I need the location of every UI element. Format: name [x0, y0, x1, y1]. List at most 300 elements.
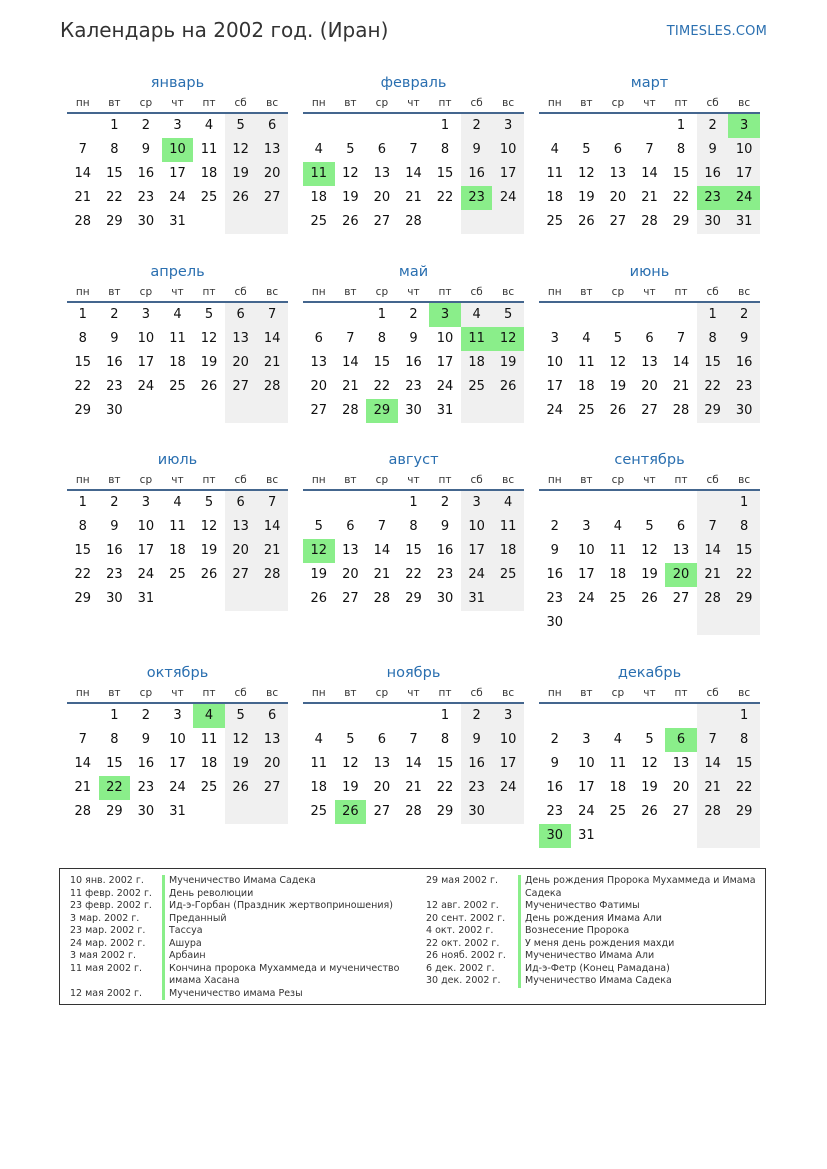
day-cell: 18	[310, 780, 328, 795]
weekday-label: пт	[438, 286, 452, 298]
day-cell: 22	[728, 563, 760, 587]
day-cell: 31	[728, 210, 760, 234]
weekday-label: вт	[344, 286, 357, 298]
empty-day-cell	[539, 114, 571, 138]
weekday-label: сб	[706, 687, 719, 699]
day-cell: 3	[173, 118, 182, 133]
day-cell: 30	[436, 591, 454, 606]
day-cell: 17	[546, 379, 564, 394]
day-cell: 15	[697, 351, 729, 375]
day-cell: 14	[256, 515, 288, 539]
weekday-label: чт	[171, 687, 184, 699]
empty-day-cell	[225, 800, 257, 824]
day-cell: 29	[728, 800, 760, 824]
day-cell: 18	[310, 190, 328, 205]
empty-day-cell	[665, 491, 697, 515]
day-cell: 18	[169, 355, 186, 370]
day-cell: 15	[672, 166, 690, 181]
empty-day-cell	[303, 491, 335, 515]
day-cell: 5	[314, 519, 323, 534]
day-cell: 8	[440, 732, 450, 747]
day-cell: 21	[74, 780, 92, 795]
day-cell: 16	[436, 543, 454, 558]
day-cell: 22	[74, 379, 92, 394]
day-cell: 17	[169, 166, 186, 181]
day-cell: 11	[169, 331, 186, 346]
day-cell: 14	[697, 752, 729, 776]
legend-column-right	[426, 875, 756, 988]
empty-day-cell	[193, 210, 225, 234]
day-cell: 20	[373, 190, 391, 205]
day-cell: 11	[200, 142, 218, 157]
day-cell: 23	[405, 379, 422, 394]
holiday-name: Арбаин	[169, 950, 206, 961]
day-cell: 24	[137, 379, 155, 394]
month-block	[303, 72, 524, 234]
weekday-label: пн	[311, 474, 326, 486]
page-title: Календарь на 2002 год. (Иран)	[60, 18, 389, 42]
day-cell: 6	[225, 303, 257, 327]
holiday-date: 6 дек. 2002 г.	[426, 962, 495, 974]
day-cell: 2	[461, 114, 493, 138]
day-cell: 8	[110, 142, 119, 157]
weekday-label: вт	[580, 687, 593, 699]
day-cell: 12	[641, 756, 658, 771]
day-cell: 19	[200, 543, 218, 558]
holiday-marker	[518, 938, 521, 951]
day-cell: 21	[256, 351, 288, 375]
weekday-label: вт	[108, 474, 121, 486]
day-cell: 29	[366, 399, 398, 423]
weekday-label: вт	[344, 97, 357, 109]
day-cell: 27	[342, 591, 359, 606]
day-cell: 7	[409, 732, 418, 747]
day-cell: 12	[200, 331, 218, 346]
weekday-label: пн	[311, 286, 326, 298]
day-cell: 26	[335, 800, 367, 824]
weekday-label: вт	[344, 687, 357, 699]
day-cell: 14	[342, 355, 359, 370]
day-cell: 12	[342, 166, 359, 181]
weekday-label: вс	[266, 286, 279, 298]
weekday-label: сб	[706, 97, 719, 109]
weekday-label: сб	[470, 97, 483, 109]
day-cell: 11	[578, 355, 595, 370]
day-cell: 27	[310, 403, 328, 418]
empty-day-cell	[539, 491, 571, 515]
day-cell: 20	[665, 563, 697, 587]
day-cell: 31	[461, 587, 493, 611]
empty-day-cell	[162, 587, 194, 611]
day-cell: 27	[672, 591, 690, 606]
weekday-label: вс	[738, 286, 751, 298]
weekday-label: чт	[407, 286, 420, 298]
weekday-header	[303, 684, 524, 704]
day-cell: 15	[373, 355, 391, 370]
day-cell: 22	[672, 190, 690, 205]
day-cell: 9	[110, 331, 119, 346]
weekday-label: пн	[311, 687, 326, 699]
holiday-date: 23 февр. 2002 г.	[70, 900, 152, 911]
day-cell: 1	[676, 118, 686, 133]
empty-day-cell	[571, 704, 603, 728]
weekday-label: ср	[611, 474, 625, 486]
empty-day-cell	[256, 800, 288, 824]
day-cell: 11	[492, 515, 524, 539]
empty-day-cell	[193, 800, 225, 824]
weekday-label: вт	[344, 474, 357, 486]
weekday-label: сб	[234, 474, 247, 486]
empty-day-cell	[665, 303, 697, 327]
holiday-marker	[162, 913, 165, 926]
day-cell: 26	[225, 186, 257, 210]
day-cell: 3	[492, 704, 524, 728]
day-cell: 11	[200, 732, 218, 747]
month-name: май	[398, 264, 429, 280]
day-cell: 27	[373, 214, 391, 229]
legend-row	[426, 925, 756, 938]
weekday-label: пт	[202, 97, 216, 109]
month-block	[303, 449, 524, 611]
day-cell: 1	[377, 307, 387, 322]
day-cell: 5	[225, 704, 257, 728]
day-cell: 7	[697, 728, 729, 752]
day-cell: 14	[697, 539, 729, 563]
days-grid	[539, 704, 760, 848]
holiday-marker	[518, 913, 521, 926]
day-cell: 1	[440, 708, 450, 723]
day-cell: 25	[546, 214, 564, 229]
empty-day-cell	[697, 704, 729, 728]
day-cell: 20	[641, 379, 658, 394]
weekday-label: ср	[611, 687, 625, 699]
day-cell: 12	[641, 543, 658, 558]
month-name: сентябрь	[614, 452, 685, 468]
weekday-header	[539, 471, 760, 491]
day-cell: 1	[110, 708, 119, 723]
day-cell: 27	[225, 563, 257, 587]
day-cell: 6	[256, 704, 288, 728]
empty-day-cell	[697, 491, 729, 515]
day-cell: 25	[310, 804, 328, 819]
month-block	[539, 449, 760, 635]
empty-day-cell	[634, 824, 666, 848]
day-cell: 7	[78, 732, 87, 747]
day-cell: 4	[613, 732, 623, 747]
day-cell: 19	[342, 190, 359, 205]
day-cell: 5	[346, 142, 355, 157]
day-cell: 24	[436, 379, 454, 394]
legend-row	[70, 875, 420, 888]
weekday-label: ср	[375, 286, 389, 298]
day-cell: 31	[436, 403, 454, 418]
day-cell: 12	[200, 519, 218, 534]
day-cell: 27	[641, 403, 658, 418]
month-name: декабрь	[617, 665, 682, 681]
day-cell: 28	[697, 587, 729, 611]
day-cell: 11	[461, 327, 493, 351]
day-cell: 30	[728, 399, 760, 423]
day-cell: 12	[342, 756, 359, 771]
holiday-name: День рождения Пророка Мухаммеда и Имама Садека	[525, 875, 756, 899]
empty-day-cell	[665, 824, 697, 848]
day-cell: 12	[578, 166, 595, 181]
day-cell: 23	[697, 186, 729, 210]
holiday-legend	[59, 868, 766, 1005]
empty-day-cell	[602, 611, 634, 635]
day-cell: 30	[137, 214, 155, 229]
holiday-name: Ашура	[169, 937, 202, 949]
day-cell: 22	[74, 567, 92, 582]
day-cell: 16	[106, 355, 123, 370]
day-cell: 22	[436, 190, 454, 205]
day-cell: 30	[106, 591, 123, 606]
day-cell: 3	[141, 307, 151, 322]
empty-day-cell	[571, 303, 603, 327]
empty-day-cell	[461, 210, 493, 234]
day-cell: 31	[169, 804, 186, 819]
day-cell: 7	[377, 519, 387, 534]
holiday-date: 4 окт. 2002 г.	[426, 925, 494, 936]
weekday-label: вт	[108, 97, 121, 109]
empty-day-cell	[366, 491, 398, 515]
day-cell: 3	[173, 708, 182, 723]
day-cell: 10	[578, 756, 595, 771]
empty-day-cell	[303, 303, 335, 327]
day-cell: 8	[78, 519, 87, 534]
day-cell: 26	[641, 591, 658, 606]
empty-day-cell	[130, 399, 162, 423]
day-cell: 2	[697, 114, 729, 138]
day-cell: 9	[110, 519, 119, 534]
day-cell: 8	[377, 331, 387, 346]
month-block	[303, 261, 524, 423]
day-cell: 20	[256, 752, 288, 776]
holiday-name: Мученичество Имама Али	[525, 950, 655, 961]
day-cell: 19	[641, 567, 658, 582]
day-cell: 9	[461, 728, 493, 752]
day-cell: 6	[613, 142, 623, 157]
empty-day-cell	[602, 114, 634, 138]
month-name: август	[388, 452, 439, 468]
day-cell: 8	[440, 142, 450, 157]
empty-day-cell	[634, 303, 666, 327]
month-name: октябрь	[146, 665, 209, 681]
day-cell: 11	[303, 162, 335, 186]
holiday-marker	[162, 888, 165, 901]
day-cell: 26	[578, 214, 595, 229]
holiday-marker	[518, 975, 521, 988]
day-cell: 28	[256, 563, 288, 587]
weekday-label: ср	[139, 687, 153, 699]
day-cell: 5	[645, 732, 654, 747]
weekday-label: вт	[580, 474, 593, 486]
empty-day-cell	[492, 399, 524, 423]
legend-row	[426, 975, 756, 988]
day-cell: 17	[137, 355, 155, 370]
day-cell: 2	[550, 732, 559, 747]
day-cell: 19	[578, 190, 595, 205]
day-cell: 9	[461, 138, 493, 162]
day-cell: 23	[546, 591, 564, 606]
day-cell: 28	[256, 375, 288, 399]
day-cell: 16	[461, 162, 493, 186]
weekday-header	[67, 684, 288, 704]
legend-row	[70, 925, 420, 938]
empty-day-cell	[634, 704, 666, 728]
day-cell: 13	[310, 355, 328, 370]
day-cell: 13	[373, 166, 391, 181]
day-cell: 11	[310, 756, 328, 771]
month-block	[67, 261, 288, 423]
day-cell: 24	[578, 804, 595, 819]
day-cell: 2	[409, 307, 418, 322]
day-cell: 17	[578, 780, 595, 795]
holiday-date: 22 окт. 2002 г.	[426, 937, 500, 949]
day-cell: 18	[169, 543, 186, 558]
weekday-header	[67, 94, 288, 114]
day-cell: 24	[492, 776, 524, 800]
weekday-header	[539, 684, 760, 704]
day-cell: 25	[461, 375, 493, 399]
day-cell: 1	[78, 307, 87, 322]
weekday-label: вс	[502, 474, 515, 486]
legend-row	[70, 913, 420, 926]
day-cell: 7	[697, 515, 729, 539]
day-cell: 8	[728, 728, 760, 752]
weekday-label: вт	[580, 97, 593, 109]
weekday-label: пт	[674, 687, 688, 699]
day-cell: 31	[169, 214, 186, 229]
day-cell: 30	[461, 800, 493, 824]
day-cell: 29	[405, 591, 422, 606]
day-cell: 18	[609, 780, 627, 795]
day-cell: 16	[697, 162, 729, 186]
legend-row	[426, 900, 756, 913]
day-cell: 22	[106, 190, 123, 205]
day-cell: 13	[672, 756, 690, 771]
day-cell: 4	[461, 303, 493, 327]
weekday-label: ср	[611, 97, 625, 109]
weekday-label: пн	[75, 687, 90, 699]
days-grid	[539, 491, 760, 635]
day-cell: 10	[546, 355, 564, 370]
brand-link[interactable]: TIMESLES.COM	[666, 24, 767, 39]
day-cell: 4	[193, 704, 225, 728]
days-grid	[539, 114, 760, 234]
day-cell: 23	[461, 776, 493, 800]
day-cell: 25	[609, 804, 627, 819]
day-cell: 10	[728, 138, 760, 162]
day-cell: 10	[578, 543, 595, 558]
day-cell: 29	[728, 587, 760, 611]
holiday-date: 12 авг. 2002 г.	[426, 900, 499, 911]
days-grid	[67, 114, 288, 234]
weekday-label: чт	[643, 474, 656, 486]
day-cell: 9	[141, 732, 151, 747]
empty-day-cell	[602, 303, 634, 327]
holiday-name: Тассуа	[169, 925, 203, 936]
empty-day-cell	[539, 303, 571, 327]
weekday-label: пн	[547, 687, 562, 699]
empty-day-cell	[256, 210, 288, 234]
day-cell: 5	[225, 114, 257, 138]
day-cell: 19	[225, 162, 257, 186]
day-cell: 3	[141, 495, 151, 510]
day-cell: 23	[137, 190, 155, 205]
weekday-label: пн	[75, 474, 90, 486]
empty-day-cell	[398, 114, 430, 138]
holiday-date: 20 сент. 2002 г.	[426, 912, 506, 924]
empty-day-cell	[571, 114, 603, 138]
day-cell: 16	[405, 355, 422, 370]
empty-day-cell	[429, 210, 461, 234]
weekday-label: чт	[407, 687, 420, 699]
weekday-label: пн	[311, 97, 326, 109]
day-cell: 6	[665, 728, 697, 752]
holiday-marker	[162, 988, 165, 1001]
weekday-label: пн	[547, 97, 562, 109]
day-cell: 27	[609, 214, 627, 229]
day-cell: 14	[256, 327, 288, 351]
empty-day-cell	[665, 611, 697, 635]
day-cell: 11	[546, 166, 564, 181]
weekday-header	[303, 471, 524, 491]
holiday-name: Преданный	[169, 912, 227, 924]
day-cell: 3	[582, 732, 591, 747]
day-cell: 19	[310, 567, 328, 582]
weekday-label: вс	[738, 97, 751, 109]
weekday-label: ср	[375, 687, 389, 699]
weekday-label: чт	[171, 286, 184, 298]
day-cell: 22	[373, 379, 391, 394]
day-cell: 7	[409, 142, 418, 157]
weekday-label: вс	[266, 474, 279, 486]
holiday-name: День рождения Имама Али	[525, 912, 662, 924]
days-grid	[303, 303, 524, 423]
day-cell: 21	[405, 190, 422, 205]
holiday-date: 3 мая 2002 г.	[70, 950, 136, 961]
day-cell: 7	[256, 491, 288, 515]
month-name: февраль	[380, 75, 447, 91]
holiday-name: Вознесение Пророка	[525, 925, 630, 936]
day-cell: 22	[728, 776, 760, 800]
day-cell: 25	[200, 190, 218, 205]
weekday-label: пт	[438, 97, 452, 109]
day-cell: 24	[169, 190, 186, 205]
day-cell: 29	[436, 804, 454, 819]
legend-row	[70, 988, 420, 1001]
day-cell: 6	[676, 519, 686, 534]
day-cell: 24	[461, 563, 493, 587]
day-cell: 4	[314, 732, 323, 747]
holiday-marker	[518, 875, 521, 900]
holiday-date: 11 мая 2002 г.	[70, 962, 143, 974]
day-cell: 3	[429, 303, 461, 327]
day-cell: 17	[728, 162, 760, 186]
day-cell: 15	[74, 355, 92, 370]
day-cell: 26	[200, 379, 218, 394]
day-cell: 25	[310, 214, 328, 229]
day-cell: 1	[110, 118, 119, 133]
day-cell: 4	[550, 142, 559, 157]
day-cell: 14	[74, 756, 92, 771]
weekday-label: сб	[234, 286, 247, 298]
day-cell: 30	[697, 210, 729, 234]
weekday-header	[67, 283, 288, 303]
weekday-label: пн	[547, 286, 562, 298]
empty-day-cell	[602, 704, 634, 728]
